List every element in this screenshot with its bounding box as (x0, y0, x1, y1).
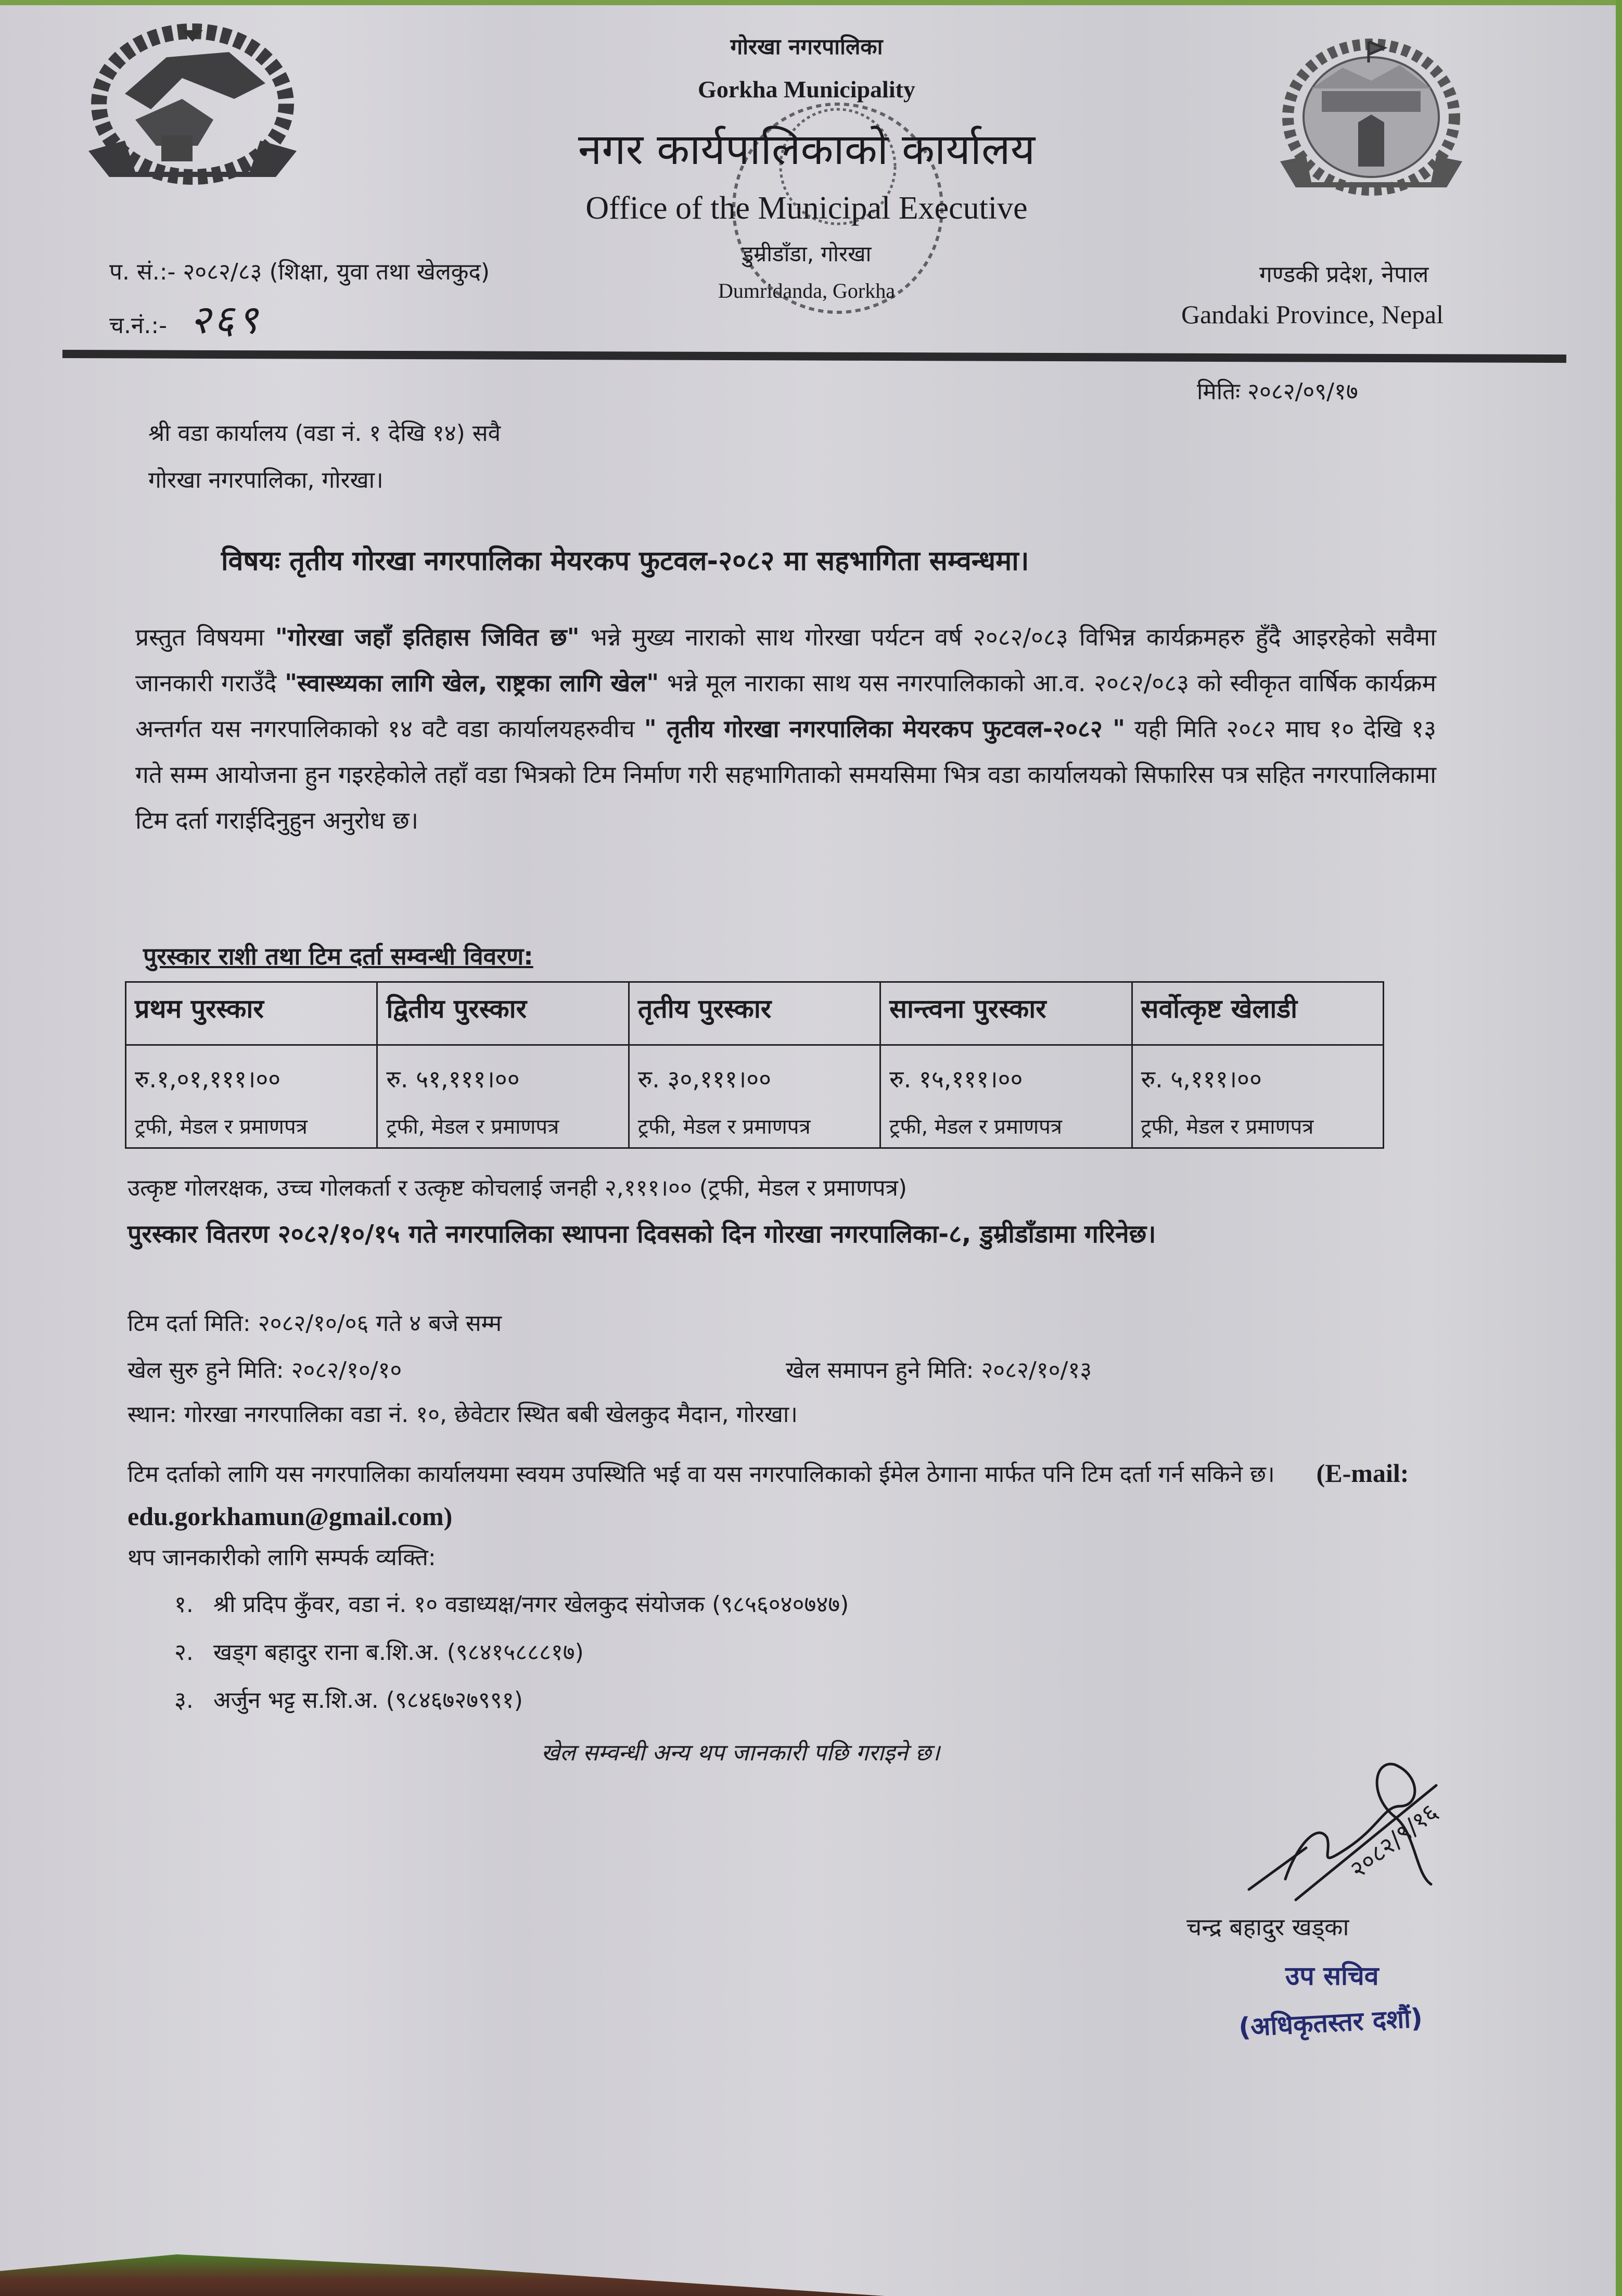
contact-item (174, 1588, 849, 1635)
dispatch-number (109, 291, 261, 345)
prize-amount: रु. ५१,१११।०० (386, 1065, 520, 1093)
prize-column-title: सर्वोत्कृष्ट खेलाडी (1132, 982, 1383, 1045)
date-label: मितिः (1197, 378, 1241, 405)
slogan-text: "गोरखा जहाँ इतिहास जिवित छ" (275, 623, 580, 651)
province-en: Gandaki Province, Nepal (1181, 300, 1444, 329)
start-date: खेल सुरु हुने मिति: २०८२/१०/१० (127, 1357, 402, 1384)
prize-includes: ट्रफी, मेडल र प्रमाणपत्र (386, 1115, 559, 1139)
prize-column-title: द्वितीय पुरस्कार (377, 982, 629, 1045)
body-paragraph (135, 614, 1436, 843)
body-text: प्रस्तुत विषयमा (135, 623, 275, 651)
venue: स्थान: गोरखा नगरपालिका वडा नं. १०, छेवेटार स्थित बबी खेलकुद मैदान, गोरखा। (127, 1401, 798, 1428)
body-text: भन्ने मूल नाराका साथ यस नगरपालिकाको आ.व. २०८२/०८३ को स्वीकृत वार्षिक कार्यक्रम अन्तर्गत यस नगरपालिकाको १४ वटै वडा कार्यालयहरुवीच (135, 669, 1436, 743)
prize-includes: ट्रफी, मेडल र प्रमाणपत्र (637, 1115, 811, 1139)
email-link[interactable]: (E-mail: edu.gorkhamun@gmail.com) (127, 1458, 1409, 1531)
registration-note-text: टिम दर्ताको लागि यस नगरपालिका कार्यालयमा स्वयम उपस्थिति भई वा यस नगरपालिकाको ईमेल ठेगाना मार्फत पनि टिम दर्ता गर्न सकिने छ। (127, 1461, 1275, 1488)
dispatch-label: च.नं.:- (109, 312, 168, 339)
letter-date (1197, 375, 1358, 406)
prize-table (125, 981, 1384, 1149)
prize-cell (126, 1045, 377, 1148)
signature-date: २०८२/९/१६ (1344, 1797, 1444, 1884)
signatory-rank: (अधिकृतस्तर दशौं) (1237, 2002, 1424, 2043)
prize-distribution: पुरस्कार वितरण २०८२/१०/१५ गते नगरपालिका स्थापना दिवसको दिन गोरखा नगरपालिका-८, डुम्रीडाँडामा गरिनेछ। (127, 1220, 1156, 1249)
address-en: Dumridanda, Gorkha (718, 279, 895, 302)
registration-deadline: टिम दर्ता मिति: २०८२/१०/०६ गते ४ बजे सम्म (127, 1310, 502, 1337)
prize-amount: रु.१,०१,१११।०० (135, 1065, 281, 1093)
contact-heading: थप जानकारीको लागि सम्पर्क व्यक्ति: (127, 1544, 436, 1571)
extra-awards: उत्कृष्ट गोलरक्षक, उच्च गोलकर्ता र उत्कृष्ट कोचलाई जनही २,१११।०० (ट्रफी, मेडल र प्रमाणपत्र) (127, 1175, 908, 1201)
contact-list (174, 1588, 849, 1731)
prize-column-title: सान्त्वना पुरस्कार (880, 982, 1132, 1045)
dispatch-value: २६९ (190, 296, 261, 343)
ref-value: २०८२/८३ (शिक्षा, युवा तथा खेलकुद) (183, 259, 490, 285)
contact-item (174, 1635, 849, 1683)
prize-amount: रु. ३०,१११।०० (637, 1065, 772, 1093)
contact-text: अर्जुन भट्ट स.शि.अ. (९८४६७२७९९१) (213, 1687, 523, 1714)
body-text: भन्ने मुख्य नाराको साथ गोरखा पर्यटन वर्ष २०८२/०८३ विभिन्न कार्यक्रमहरु हुँदै आइरहेको सवैमा जानकारी गराउँदै (135, 623, 1436, 697)
province-np: गण्डकी प्रदेश, नेपाल (1259, 261, 1429, 288)
date-value: २०८२/०९/१७ (1247, 378, 1358, 405)
ref-label: प. सं.:- (109, 259, 176, 285)
prize-includes: ट्रफी, मेडल र प्रमाणपत्र (1141, 1115, 1314, 1139)
contact-text: श्री प्रदिप कुँवर, वडा नं. १० वडाध्यक्ष/नगर खेलकुद संयोजक (९८५६०४०७४७) (213, 1591, 849, 1618)
office-name-np: नगर कार्यपालिकाको कार्यालय (578, 125, 1036, 174)
subject-line: विषयः तृतीय गोरखा नगरपालिका मेयरकप फुटवल-२०८२ मा सहभागिता सम्वन्धमा। (221, 546, 1029, 577)
municipality-name-en: Gorkha Municipality (698, 76, 915, 103)
prize-cell (629, 1045, 880, 1148)
office-name-en: Office of the Municipal Executive (585, 191, 1028, 226)
contact-number: १. (174, 1591, 194, 1618)
prize-table-header (126, 982, 1384, 1045)
municipality-name-np: गोरखा नगरपालिका (730, 34, 883, 59)
closing-note: खेल सम्वन्धी अन्य थप जानकारी पछि गराइने छ। (541, 1740, 940, 1766)
prize-cell (1132, 1045, 1383, 1148)
background-edge (1616, 0, 1622, 2296)
prize-amount: रु. १५,१११।०० (889, 1065, 1023, 1093)
prize-heading: पुरस्कार राशी तथा टिम दर्ता सम्वन्धी विवरण: (143, 942, 533, 970)
background-edge (0, 2254, 885, 2296)
event-name: " तृतीय गोरखा नगरपालिका मेयरकप फुटवल-२०८२ " (644, 715, 1126, 743)
reference-number (109, 255, 490, 286)
contact-number: ३. (174, 1687, 194, 1714)
prize-cell (377, 1045, 629, 1148)
prize-column-title: प्रथम पुरस्कार (126, 982, 377, 1045)
prize-includes: ट्रफी, मेडल र प्रमाणपत्र (135, 1115, 308, 1139)
contact-item (174, 1683, 849, 1731)
prize-amount: रु. ५,१११।०० (1141, 1065, 1262, 1093)
address-np: डुम्रीडाँडा, गोरखा (742, 241, 872, 267)
prize-table-row (126, 1045, 1384, 1148)
signatory-title: उप सचिव (1285, 1961, 1379, 1991)
contact-number: २. (174, 1639, 194, 1666)
header-divider (62, 350, 1566, 363)
addressee-line: श्री वडा कार्यालय (वडा नं. १ देखि १४) सवै (148, 420, 501, 447)
background-edge (0, 0, 1622, 5)
slogan-text: "स्वास्थ्यका लागि खेल, राष्ट्रका लागि खेल" (285, 669, 659, 697)
signature-icon (1228, 1744, 1519, 1910)
gorkha-municipality-logo-icon (1259, 31, 1483, 198)
prize-cell (880, 1045, 1132, 1148)
body-text: यही मिति २०८२ माघ १० देखि १३ गते सम्म आयोजना हुन गइरहेकोले तहाँ वडा भित्रको टिम निर्माण गरी सहभागिताको समयसिमा भित्र वडा कार्यालयको सिफारिस पत्र सहित नगरपालिकामा टिम दर्ता गराईदिनुहुन अनुरोध छ। (135, 715, 1436, 834)
signatory-name: चन्द्र बहादुर खड्का (1186, 1913, 1349, 1941)
contact-text: खड्ग बहादुर राना ब.शि.अ. (९८४१५८८८१७) (213, 1639, 584, 1666)
addressee-line: गोरखा नगरपालिका, गोरखा। (148, 467, 384, 493)
registration-note (127, 1452, 1439, 1539)
end-date: खेल समापन हुने मिति: २०८२/१०/१३ (786, 1357, 1092, 1384)
nepal-government-emblem-icon (78, 21, 307, 187)
prize-column-title: तृतीय पुरस्कार (629, 982, 880, 1045)
prize-includes: ट्रफी, मेडल र प्रमाणपत्र (889, 1115, 1062, 1139)
